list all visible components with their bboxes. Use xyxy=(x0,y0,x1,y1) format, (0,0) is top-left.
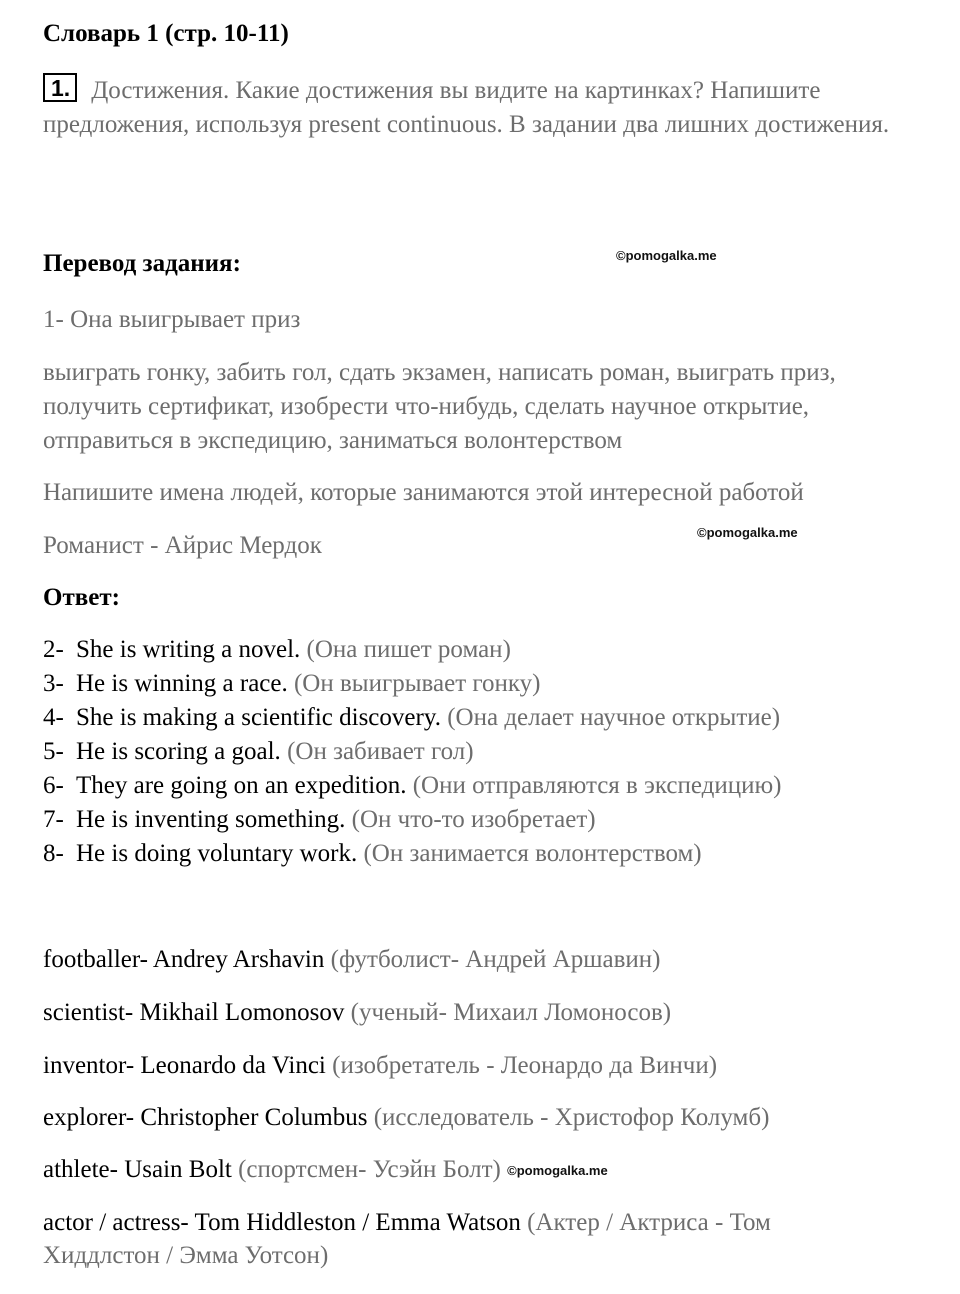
watermark: ©pomogalka.me xyxy=(616,248,717,263)
list-item: 5- He is scoring a goal. (Он забивает гол) xyxy=(43,738,474,765)
task-number: 1. xyxy=(43,73,77,102)
achievements-list: выиграть гонку, забить гол, сдать экзамен, написать роман, выиграть приз, получить сертификат, изобрести что-нибудь, сделать научное открытие, отправиться в экспедицию, заниматься волонтерством xyxy=(43,359,836,454)
answer-list xyxy=(43,633,781,871)
people-item: athlete- Usain Bolt (спортсмен- Усэйн Болт) ©pomogalka.me xyxy=(43,1156,608,1183)
answer-heading: Ответ: xyxy=(43,584,120,611)
list-item: 3- He is winning a race. (Он выигрывает гонку) xyxy=(43,670,541,697)
task-block xyxy=(43,73,903,142)
people-item: actor / actress- Tom Hiddleston / Emma Watson (Актер / Актриса - Том Хиддлстон / Эмма Уотсон) xyxy=(43,1209,771,1269)
list-item: 8- He is doing voluntary work. (Он занимается волонтерством) xyxy=(43,840,702,867)
watermark: ©pomogalka.me xyxy=(507,1163,608,1178)
translation-instruction: Напишите имена людей, которые занимаются этой интересной работой xyxy=(43,479,804,506)
list-item: 7- He is inventing something. (Он что-то изобретает) xyxy=(43,806,596,833)
watermark: ©pomogalka.me xyxy=(697,525,798,540)
translation-heading: Перевод задания: xyxy=(43,250,241,277)
people-item: scientist- Mikhail Lomonosov (ученый- Михаил Ломоносов) xyxy=(43,999,672,1026)
translation-example: 1- Она выигрывает приз xyxy=(43,306,301,333)
page-title: Словарь 1 (стр. 10-11) xyxy=(43,20,289,47)
people-item: inventor- Leonardo da Vinci (изобретатель - Леонардо да Винчи) xyxy=(43,1052,718,1079)
list-item: 6- They are going on an expedition. (Они отправляются в экспедицию) xyxy=(43,772,782,799)
people-item: explorer- Christopher Columbus (исследователь - Христофор Колумб) xyxy=(43,1104,770,1131)
list-item: 2- She is writing a novel. (Она пишет роман) xyxy=(43,636,511,663)
list-item: 4- She is making a scientific discovery. (Она делает научное открытие) xyxy=(43,704,781,731)
translation-example2: Романист - Айрис Мердок xyxy=(43,532,322,559)
task-text: Достижения. Какие достижения вы видите на картинках? Напишите предложения, используя present continuous. В задании два лишних достижения. xyxy=(43,77,890,138)
people-item: footballer- Andrey Arshavin (футболист- Андрей Аршавин) xyxy=(43,946,661,973)
